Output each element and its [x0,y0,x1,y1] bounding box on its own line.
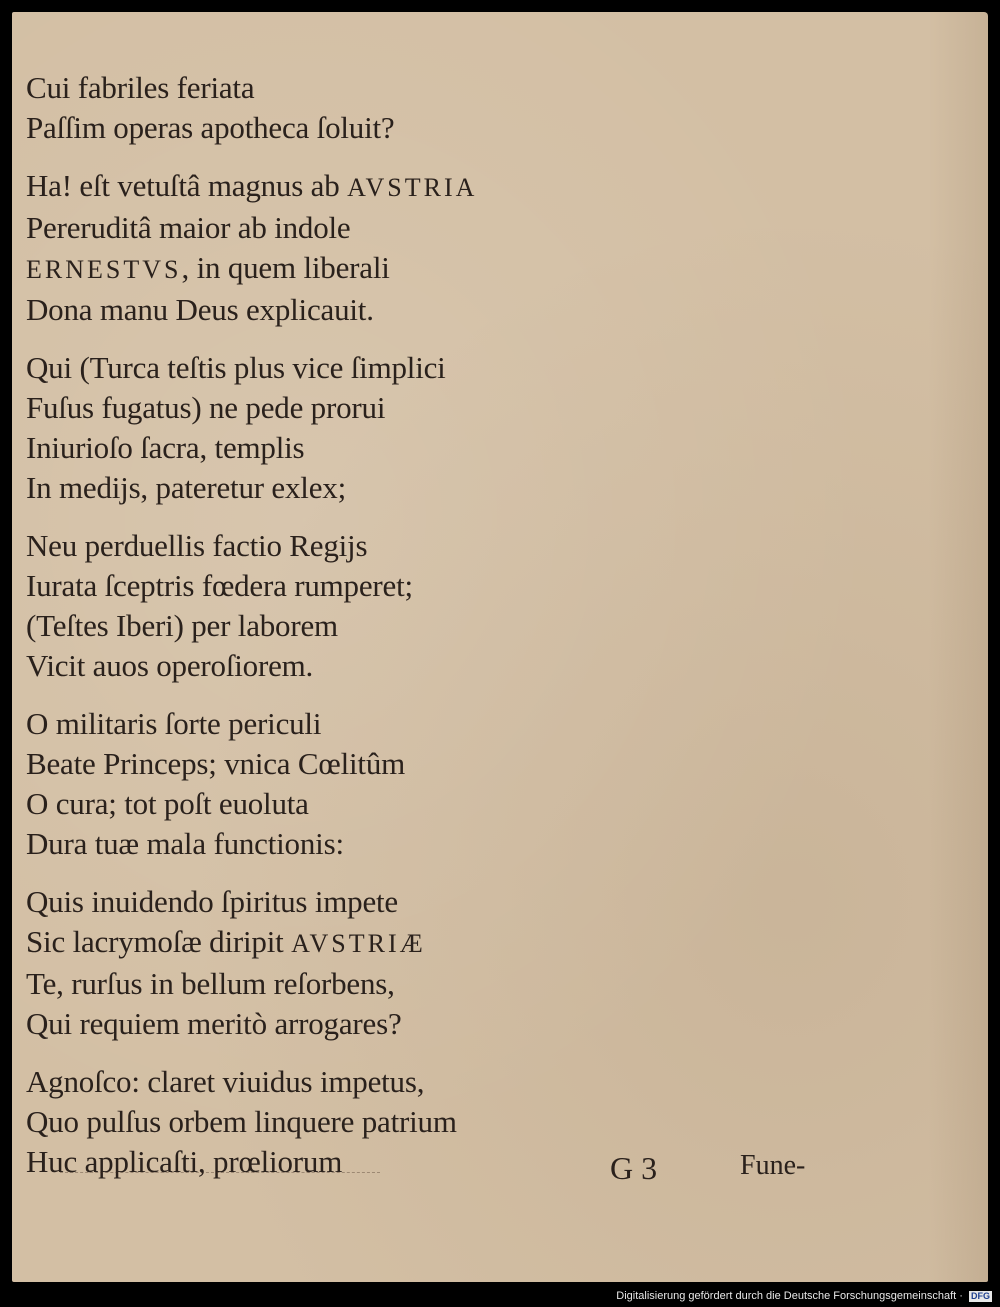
stanza [26,526,646,686]
verse-line: Beate Princeps; vnica Cœlitûm [26,746,406,781]
verse-line: Cui fabriles feriata [26,70,255,105]
verse-line: Neu perduellis factio Regijs [26,528,368,563]
verse-line: Agnoſco: claret viuidus impetus, [26,1064,425,1099]
verse-line [26,248,646,290]
verse-line: Vicit auos operoſiorem. [26,648,314,683]
catchword: Fune- [740,1150,806,1181]
verse-line: Huc applicaſti, prœliorum [26,1144,343,1179]
verse-line: O cura; tot poſt euoluta [26,786,309,821]
stanza [26,348,646,508]
verse-line: In medijs, pateretur exlex; [26,470,346,505]
stanza [26,166,646,330]
verse-line: Dura tuæ mala functionis: [26,826,344,861]
verse-text: , in quem liberali [181,250,390,285]
dfg-logo: DFG [971,1290,990,1301]
stanza [26,704,646,864]
poem-text [26,68,646,1200]
verse-line: (Teſtes Iberi) per laborem [26,608,338,643]
stanza [26,882,646,1044]
verse-text: Ha! eſt vetuſtâ magnus ab [26,168,348,203]
verse-text: Sic lacrymoſæ diripit [26,924,292,959]
verse-line: Te, rurſus in bellum reſorbens, [26,966,395,1001]
verse-line: Iniurioſo ſacra, templis [26,430,305,465]
signature-mark: G 3 [610,1150,658,1186]
digitization-credit [616,1289,992,1303]
verse-line: Fuſus fugatus) ne pede prorui [26,390,386,425]
verse-line: Quis inuidendo ſpiritus impete [26,884,398,919]
verse-line: Qui requiem meritò arrogares? [26,1006,402,1041]
footer-rule [60,1172,380,1174]
verse-line: Iurata ſceptris fœdera rumperet; [26,568,413,603]
verse-line: Quo pulſus orbem linquere patrium [26,1104,457,1139]
stanza [26,1062,646,1182]
verse-line: O militaris ſorte periculi [26,706,322,741]
stanza [26,68,646,148]
credit-text: Digitalisierung gefördert durch die Deutsche Forschungsgemeinschaft · [616,1290,963,1302]
verse-line [26,922,646,964]
small-caps-name: AVSTRIA [347,173,478,202]
small-caps-name: AVSTRIÆ [291,929,426,958]
small-caps-name: ERNESTVS [26,255,182,284]
book-page [12,12,988,1282]
verse-line: Pereruditâ maior ab indole [26,210,351,245]
verse-line: Qui (Turca teſtis plus vice ſimplici [26,350,446,385]
verse-line [26,166,646,208]
verse-line: Dona manu Deus explicauit. [26,292,374,327]
verse-line: Paſſim operas apotheca ſoluit? [26,110,395,145]
